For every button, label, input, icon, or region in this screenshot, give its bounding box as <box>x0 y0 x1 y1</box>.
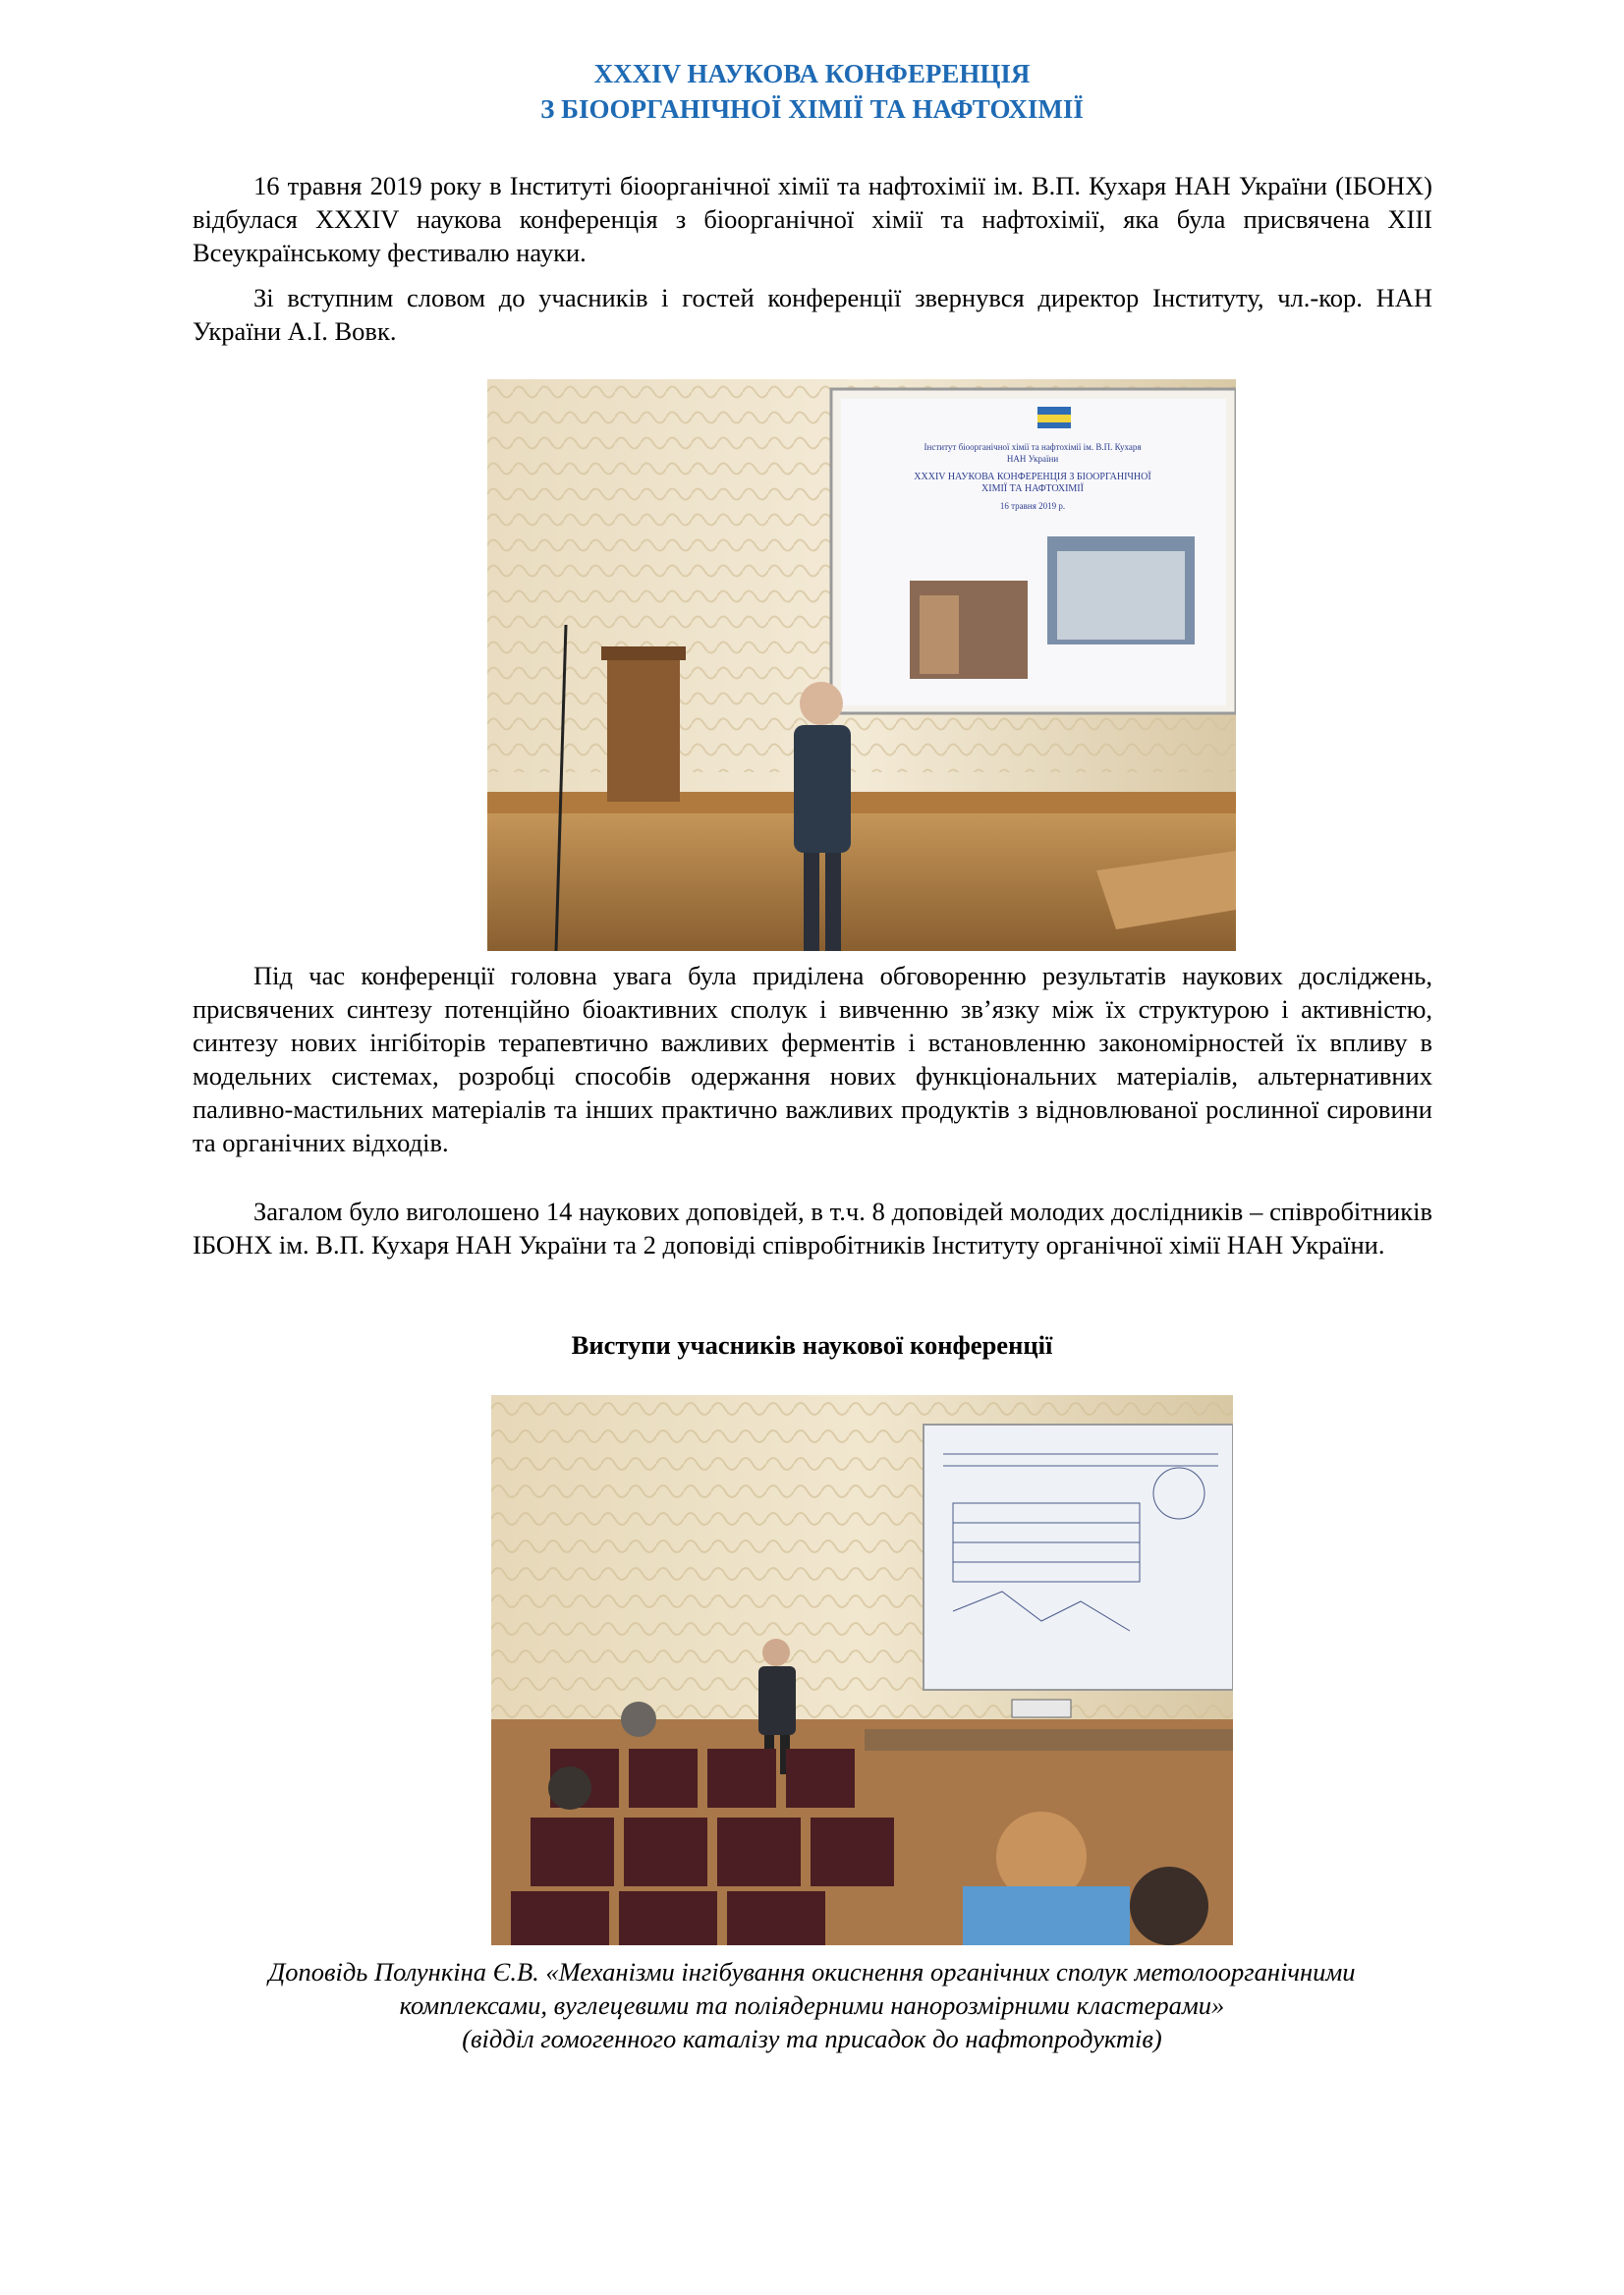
caption-line-1: Доповідь Полункіна Є.В. «Механізми інгібування окиснення органічних сполук метолоорганічними <box>268 1957 1356 1987</box>
intro-paragraph-2 <box>193 281 1432 348</box>
photo-director-speech-image <box>487 379 1236 951</box>
body-paragraph-1-text: Під час конференції головна увага була приділена обговоренню результатів наукових досліджень, присвячених синтезу потенційно біоактивних сполук і вивченню зв’язку між їх структурою і активністю, синтезу нових інгібіторів терапевтично важливих ферментів і встановленню закономірностей їх впливу в модельних системах, розробці способів одержання нових функціональних матеріалів, альтернативних паливно-мастильних матеріалів та інших практично важливих продуктів з відновлюваної рослинної сировини та органічних відходів. <box>193 961 1432 1157</box>
caption-line-2: комплексами, вуглецевими та поліядерними нанорозмірними кластерами» <box>399 1990 1225 2020</box>
intro-paragraph-1 <box>193 169 1432 269</box>
caption-line-3: (відділ гомогенного каталізу та присадок до нафтопродуктів) <box>462 2024 1162 2053</box>
body-paragraph-2 <box>193 1195 1432 1261</box>
slide-line-1: Інститут біоорганічної хімії та нафтохімії ім. В.П. Кухаря <box>924 442 1142 452</box>
page-title-line2: З БІООРГАНІЧНОЇ ХІМІЇ ТА НАФТОХІМІЇ <box>540 94 1084 124</box>
slide-line-2: НАН України <box>1006 454 1059 464</box>
section-heading: Виступи учасників наукової конференції <box>571 1330 1053 1360</box>
intro-paragraph-1-text: 16 травня 2019 року в Інституті біоорганічної хімії та нафтохімії ім. В.П. Кухаря НАН України (ІБОНХ) відбулася XXXIV наукова конференція з біоорганічної хімії та нафтохімії, яка була присвячена XIII Всеукраїнському фестивалю науки. <box>193 171 1432 267</box>
photo-report-session-image <box>491 1395 1233 1945</box>
slide-line-4: ХІМІЇ ТА НАФТОХІМІЇ <box>981 483 1084 494</box>
body-paragraph-1 <box>193 959 1432 1159</box>
slide-line-3: XXXIV НАУКОВА КОНФЕРЕНЦІЯ З БІООРГАНІЧНОЇ <box>914 472 1151 482</box>
body-paragraph-2-text: Загалом було виголошено 14 наукових доповідей, в т.ч. 8 доповідей молодих дослідників – співробітників ІБОНХ ім. В.П. Кухаря НАН України та 2 доповіді співробітників Інституту органічної хімії НАН України. <box>193 1197 1432 1259</box>
slide-line-5: 16 травня 2019 р. <box>999 501 1066 511</box>
photo-report-session <box>491 1395 1233 1945</box>
page-title-line1: XXXIV НАУКОВА КОНФЕРЕНЦІЯ <box>593 59 1031 88</box>
photo-director-speech <box>487 379 1236 951</box>
intro-paragraph-2-text: Зі вступним словом до учасників і гостей конференції звернувся директор Інституту, чл.-кор. НАН України А.І. Вовк. <box>193 283 1432 346</box>
